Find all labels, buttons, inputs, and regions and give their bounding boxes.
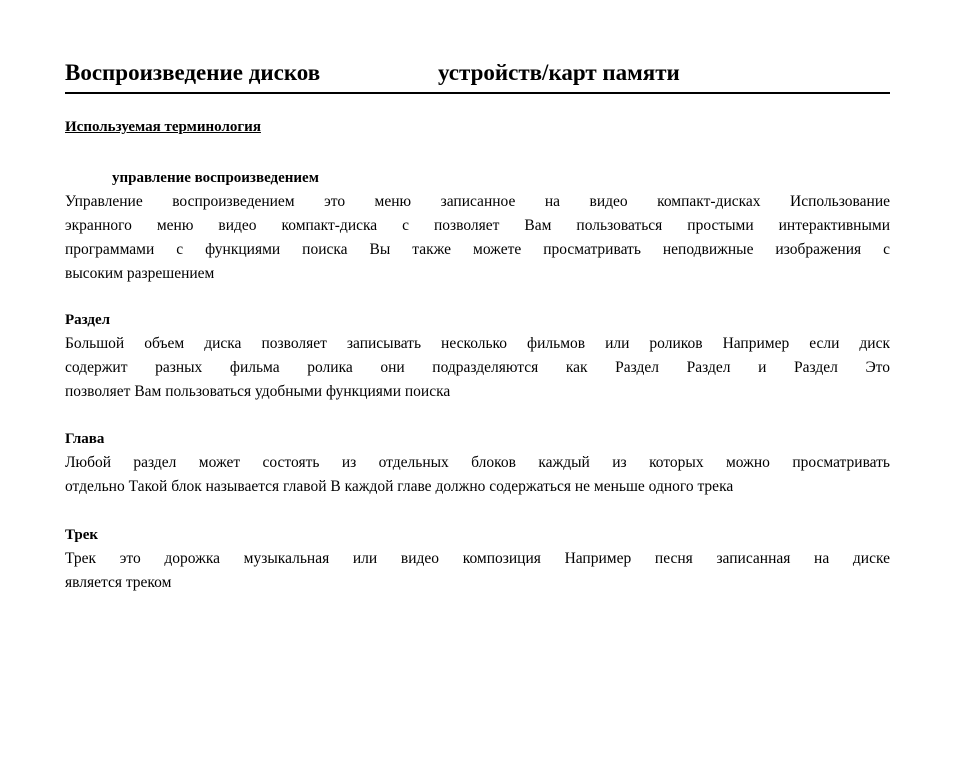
section-paragraph (65, 332, 890, 404)
section-heading: Раздел (65, 312, 111, 328)
page-title (65, 60, 890, 94)
section-chapter (65, 427, 890, 499)
paragraph-line: высоким разрешением (65, 265, 215, 282)
section-heading: управление воспроизведением (112, 170, 319, 186)
paragraph-line: экранного меню видео компакт-диска с позволяет Вам пользоваться простыми интерактивными (65, 217, 890, 234)
paragraph-line: является треком (65, 574, 172, 591)
paragraph-line: Большой объем диска позволяет записывать несколько фильмов или роликов Например если диск (65, 335, 890, 352)
paragraph-line: содержит разных фильма ролика они подразделяются как Раздел Раздел и Раздел Это (65, 359, 890, 376)
section-heading: Трек (65, 527, 99, 543)
paragraph-line: позволяет Вам пользоваться удобными функциями поиска (65, 383, 451, 400)
section-paragraph (65, 190, 890, 286)
paragraph-line: отдельно Такой блок называется главой В каждой главе должно содержаться не меньше одного трека (65, 478, 734, 495)
section-heading: Глава (65, 431, 105, 447)
paragraph-line: Любой раздел может состоять из отдельных блоков каждый из которых можно просматривать (65, 454, 890, 471)
section-paragraph (65, 547, 890, 595)
page-title-right: устройств/карт памяти (438, 60, 680, 85)
paragraph-line: программами с функциями поиска Вы также можете просматривать неподвижные изображения с (65, 241, 890, 258)
paragraph-line: Управление воспроизведением это меню записанное на видео компакт-дисках Использование (65, 193, 890, 210)
section-track (65, 523, 890, 595)
paragraph-line: Трек это дорожка музыкальная или видео композиция Например песня записанная на диске (65, 550, 890, 567)
section-title (65, 308, 890, 404)
terminology-heading: Используемая терминология (65, 119, 261, 135)
page-title-left: Воспроизведение дисков (65, 60, 321, 85)
section-paragraph (65, 451, 890, 499)
section-playback-control (65, 166, 890, 286)
